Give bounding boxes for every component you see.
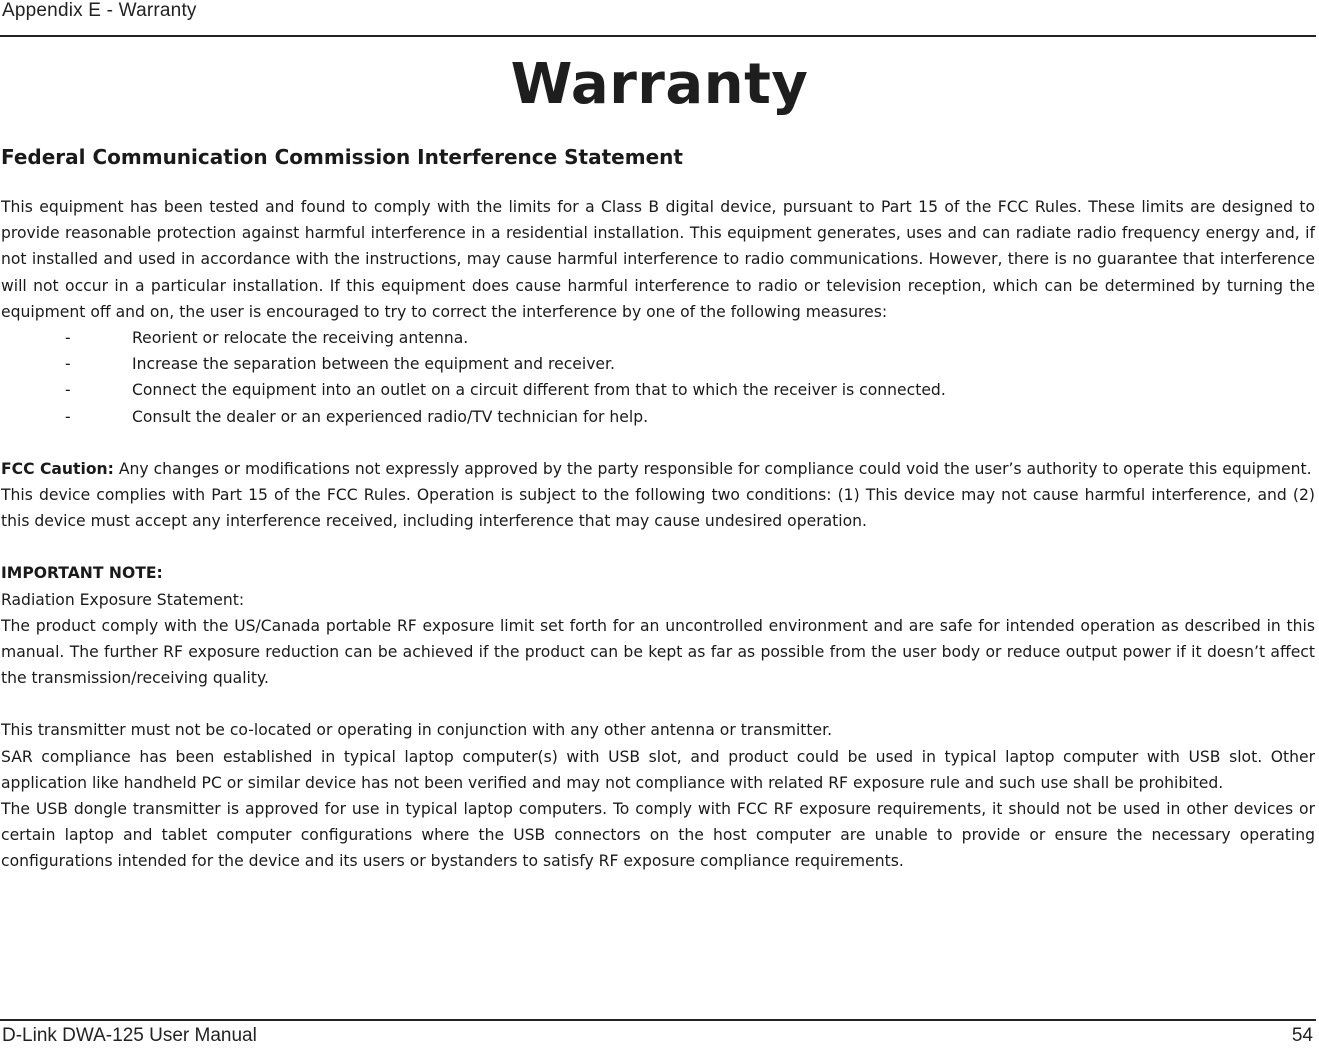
paragraph-spacer xyxy=(1,534,1315,560)
fcc-intro-paragraph: This equipment has been tested and found to comply with the limits for a Class B digital device, pursuant to Part 15 of the FCC Rules. These limits are designed to provide reasonable protection against harmful interference in a residential installation. This equipment generates, uses and can radiate radio frequency energy and, if not installed and used in accordance with the instructions, may cause harmful interference to radio communications. However, there is no guarantee that interference will not occur in a particular installation. If this equipment does cause harmful interference to radio or television reception, which can be determined by turning the equipment off and on, the user is encouraged to try to correct the interference by one of the following measures: xyxy=(1,198,1315,321)
radiation-heading: Radiation Exposure Statement: xyxy=(1,590,245,609)
list-item-text: Reorient or relocate the receiving antenna. xyxy=(132,329,469,348)
paragraph-spacer xyxy=(1,691,1315,717)
list-item xyxy=(1,351,1315,377)
page-number: 54 xyxy=(1291,1025,1313,1046)
measures-list xyxy=(1,325,1315,430)
colocation-paragraph: This transmitter must not be co-located or operating in conjunction with any other antenna or transmitter. xyxy=(1,721,833,740)
list-bullet: - xyxy=(65,407,71,426)
list-bullet: - xyxy=(65,329,71,348)
fcc-caution-label: FCC Caution: xyxy=(1,459,114,478)
part15-paragraph: This device complies with Part 15 of the FCC Rules. Operation is subject to the following two conditions: (1) This device may not cause harmful interference, and (2) this device must accept any interference received, including interference that may cause undesired operation. xyxy=(1,486,1315,531)
usb-dongle-paragraph: The USB dongle transmitter is approved for use in typical laptop computers. To comply with FCC RF exposure requirements, it should not be used in other devices or certain laptop and tablet computer configurations where the USB connectors on the host computer are unable to provide or ensure the necessary operating configurations intended for the device and its users or bystanders to satisfy RF exposure compliance requirements. xyxy=(1,800,1315,871)
list-item-text: Connect the equipment into an outlet on a circuit different from that to which the receiver is connected. xyxy=(132,381,946,400)
radiation-paragraph: The product comply with the US/Canada portable RF exposure limit set forth for an uncontrolled environment and are safe for intended operation as described in this manual. The further RF exposure reduction can be achieved if the product can be kept as far as possible from the user body or reduce output power if it doesn’t affect the transmission/receiving quality. xyxy=(1,616,1315,688)
list-item xyxy=(1,377,1315,403)
running-footer: D-Link DWA-125 User Manual xyxy=(2,1025,257,1046)
list-item-text: Increase the separation between the equipment and receiver. xyxy=(132,355,615,374)
fcc-caution-paragraph xyxy=(1,456,1315,482)
header-divider xyxy=(0,35,1316,37)
list-bullet: - xyxy=(65,355,71,374)
paragraph-spacer xyxy=(1,430,1315,456)
important-note-label: IMPORTANT NOTE: xyxy=(1,564,163,583)
footer-divider xyxy=(0,1019,1316,1021)
list-item-text: Consult the dealer or an experienced radio/TV technician for help. xyxy=(132,407,649,426)
page-title: Warranty xyxy=(510,52,809,117)
sar-paragraph: SAR compliance has been established in typical laptop computer(s) with USB slot, and product could be used in typical laptop computer with USB slot. Other application like handheld PC or similar device has not been verified and may not compliance with related RF exposure rule and such use shall be prohibited. xyxy=(1,747,1315,792)
list-item xyxy=(1,325,1315,351)
list-bullet: - xyxy=(65,381,71,400)
list-item xyxy=(1,404,1315,430)
running-header: Appendix E - Warranty xyxy=(2,0,197,21)
fcc-caution-text: Any changes or modifications not expressly approved by the party responsible for compliance could void the user’s authority to operate this equipment. xyxy=(113,459,1312,478)
page-content xyxy=(1,140,1315,875)
fcc-heading: Federal Communication Commission Interference Statement xyxy=(1,145,683,169)
